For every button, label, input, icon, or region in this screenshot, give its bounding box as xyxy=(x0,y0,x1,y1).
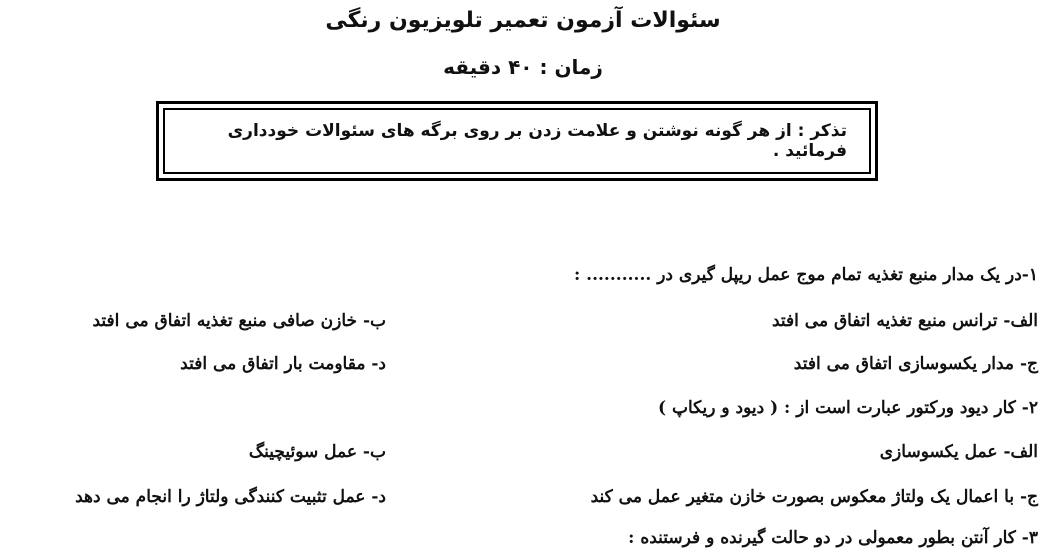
question-2-text: ۲- کار دیود ورکتور عبارت است از : ( دیود و ریکاپ ) xyxy=(658,398,1038,418)
question-1-option-d: د- مقاومت بار اتفاق می افتد xyxy=(180,354,386,374)
question-3-text: ۳- کار آنتن بطور معمولی در دو حالت گیرنده و فرستنده : xyxy=(628,528,1038,548)
question-1-text: ۱-در یک مدار منبع تغذیه تمام موج عمل ریپل گیری در ........... : xyxy=(573,265,1038,285)
notice-text: تذکر : از هر گونه نوشتن و علامت زدن بر روی برگه های سئوالات خودداری فرمائید . xyxy=(163,108,871,174)
exam-title: سئوالات آزمون تعمیر تلویزیون رنگی xyxy=(325,8,721,33)
question-2-option-c: ج- با اعمال یک ولتاژ معکوس بصورت خازن متغیر عمل می کند xyxy=(590,487,1038,507)
notice-box xyxy=(156,101,878,181)
question-2-option-d: د- عمل تثبیت کنندگی ولتاژ را انجام می دهد xyxy=(75,487,386,507)
question-1-option-a: الف- ترانس منبع تغذیه اتفاق می افتد xyxy=(771,311,1038,331)
question-1-option-b: ب- خازن صافی منبع تغذیه اتفاق می افتد xyxy=(92,311,386,331)
question-1-option-c: ج- مدار یکسوسازی اتفاق می افتد xyxy=(793,354,1038,374)
exam-duration: زمان : ۴۰ دقیقه xyxy=(443,55,603,79)
question-2-option-a: الف- عمل یکسوسازی xyxy=(879,442,1038,462)
question-2-option-b: ب- عمل سوئیچینگ xyxy=(248,442,386,462)
